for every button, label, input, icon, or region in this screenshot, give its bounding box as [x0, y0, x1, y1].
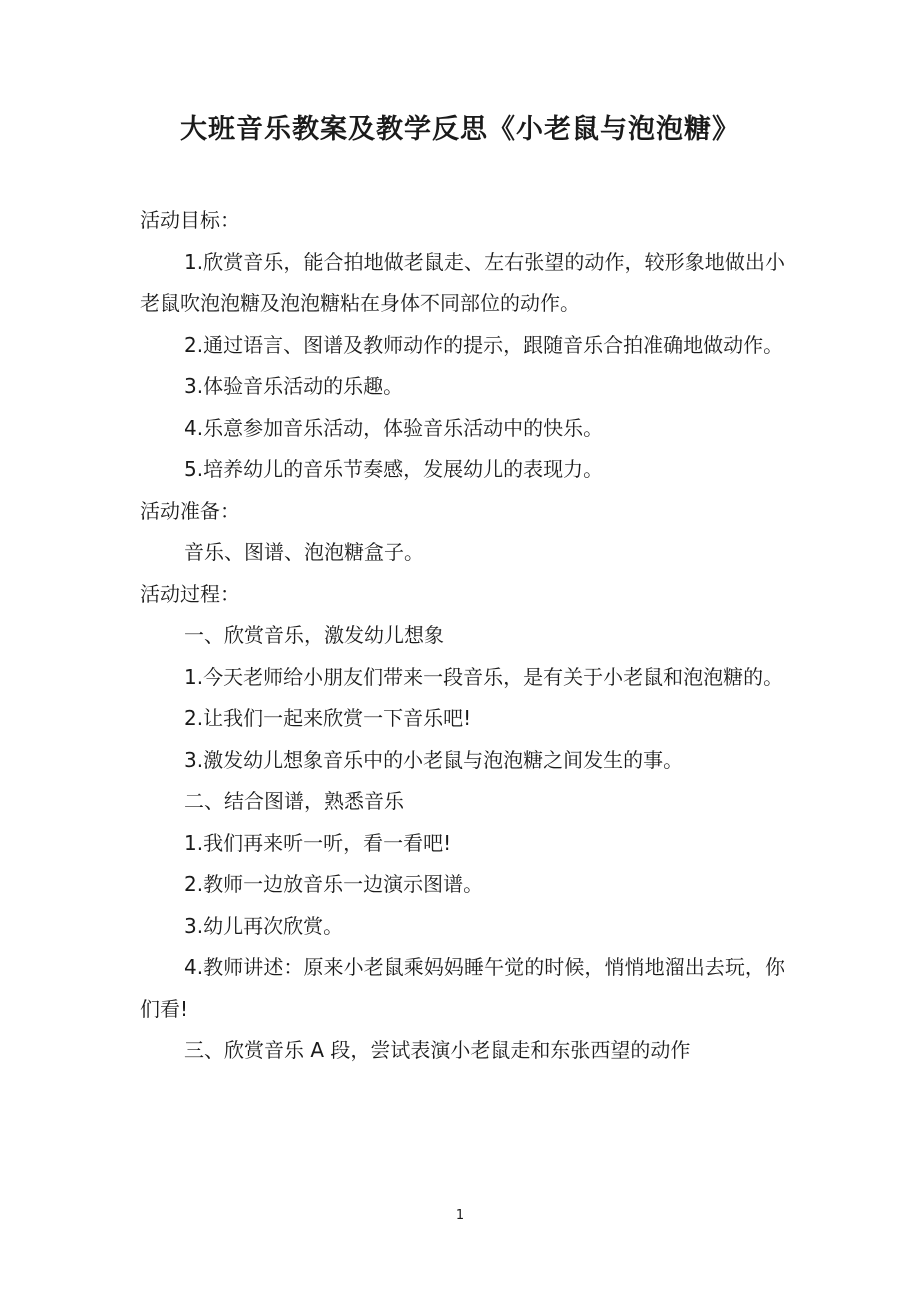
subheading: 一、欣赏音乐，激发幼儿想象 [184, 623, 444, 647]
paragraph: 4.教师讲述：原来小老鼠乘妈妈睡午觉的时候，悄悄地溜出去玩，你们看! [140, 955, 785, 1021]
page-number: 1 [455, 1208, 465, 1223]
section-heading-goals: 活动目标： [140, 208, 240, 232]
paragraph: 3.体验音乐活动的乐趣。 [184, 374, 404, 398]
paragraph: 5.培养幼儿的音乐节奏感，发展幼儿的表现力。 [184, 457, 604, 481]
document-title: 大班音乐教案及教学反思《小老鼠与泡泡糖》 [180, 114, 740, 145]
paragraph: 2.教师一边放音乐一边演示图谱。 [184, 872, 484, 896]
paragraph: 1.欣赏音乐，能合拍地做老鼠走、左右张望的动作，较形象地做出小老鼠吹泡泡糖及泡泡糖粘在身体不同部位的动作。 [140, 249, 785, 315]
document-body [140, 200, 785, 1072]
paragraph: 3.幼儿再次欣赏。 [184, 913, 344, 938]
paragraph: 2.通过语言、图谱及教师动作的提示，跟随音乐合拍准确地做动作。 [184, 332, 784, 357]
subheading: 二、结合图谱，熟悉音乐 [184, 789, 404, 813]
section-heading-process: 活动过程： [140, 581, 240, 606]
paragraph: 1.今天老师给小朋友们带来一段音乐，是有关于小老鼠和泡泡糖的。 [184, 664, 784, 689]
paragraph: 3.激发幼儿想象音乐中的小老鼠与泡泡糖之间发生的事。 [184, 747, 684, 772]
subheading: 三、欣赏音乐 A 段，尝试表演小老鼠走和东张西望的动作 [184, 1038, 691, 1062]
paragraph: 2.让我们一起来欣赏一下音乐吧! [184, 706, 472, 730]
paragraph: 4.乐意参加音乐活动，体验音乐活动中的快乐。 [184, 415, 604, 440]
section-heading-preparation: 活动准备： [140, 498, 240, 523]
paragraph: 1.我们再来听一听，看一看吧! [184, 830, 452, 855]
paragraph: 音乐、图谱、泡泡糖盒子。 [184, 540, 424, 564]
